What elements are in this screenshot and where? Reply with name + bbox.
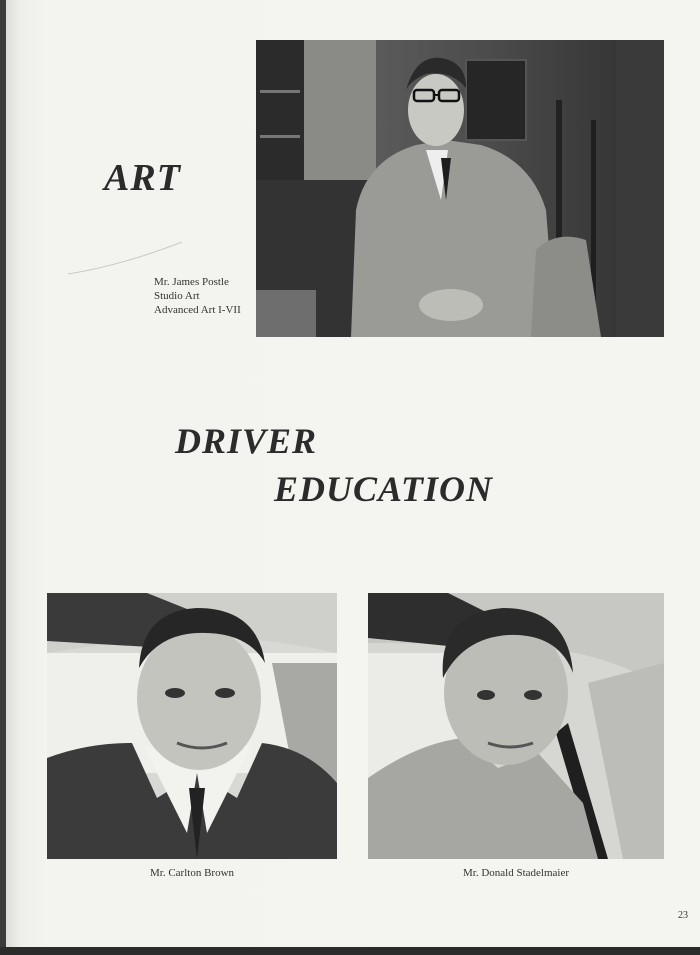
art-heading: ART — [104, 157, 181, 199]
education-heading: EDUCATION — [274, 469, 494, 509]
donald-stadelmaier-caption: Mr. Donald Stadelmaier — [462, 867, 569, 879]
yearbook-page — [6, 0, 700, 947]
page-number: 23 — [678, 910, 688, 921]
driver-heading: DRIVER — [175, 421, 318, 461]
art-teacher-course-2: Advanced Art I-VII — [154, 304, 241, 316]
art-teacher-name: Mr. James Postle — [154, 276, 229, 288]
carlton-brown-photo — [47, 593, 337, 859]
carlton-brown-caption: Mr. Carlton Brown — [149, 867, 235, 879]
art-teacher-photo — [256, 40, 664, 337]
art-teacher-caption — [154, 275, 241, 317]
pencil-mark — [66, 238, 186, 278]
art-teacher-course-1: Studio Art — [154, 290, 200, 302]
donald-stadelmaier-photo — [368, 593, 664, 859]
page-bottom-edge — [0, 947, 700, 955]
